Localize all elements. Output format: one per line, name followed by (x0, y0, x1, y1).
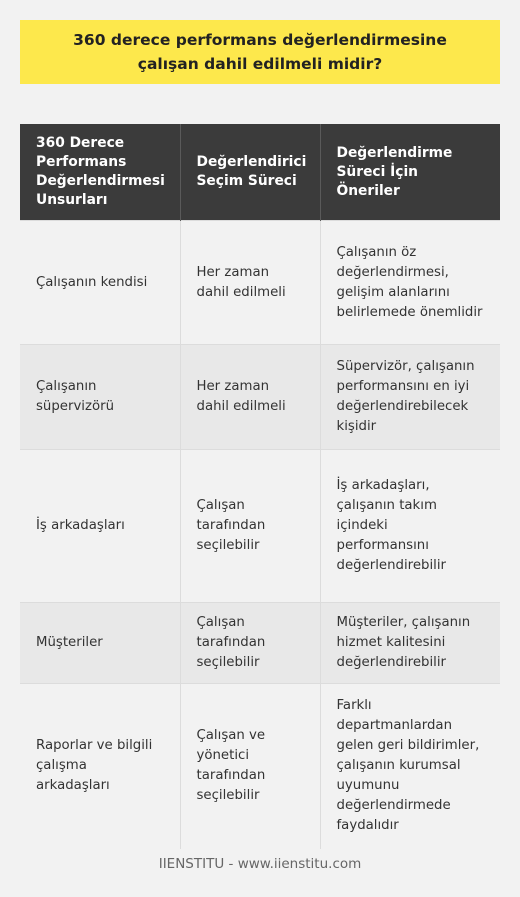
table-cell-recommendation: Müşteriler, çalışanın hizmet kalitesini değerlendirebilir (320, 603, 500, 684)
table-row (20, 345, 500, 450)
column-header-elements: 360 Derece Performans Değerlendirmesi Unsurları (20, 124, 180, 221)
table-cell-element: Raporlar ve bilgili çalışma arkadaşları (20, 684, 180, 849)
table-cell-selection: Çalışan tarafından seçilebilir (180, 603, 320, 684)
table-cell-element: İş arkadaşları (20, 450, 180, 603)
table-cell-recommendation: Süpervizör, çalışanın performansını en iyi değerlendirebilecek kişidir (320, 345, 500, 450)
column-header-selection: Değerlendirici Seçim Süreci (180, 124, 320, 221)
table-header-row (20, 124, 500, 221)
table-row (20, 221, 500, 345)
table-cell-recommendation: Farklı departmanlardan gelen geri bildirimler, çalışanın kurumsal uyumunu değerlendirmede faydalıdır (320, 684, 500, 849)
table-cell-recommendation: Çalışanın öz değerlendirmesi, gelişim alanlarını belirlemede önemlidir (320, 221, 500, 345)
table-cell-recommendation: İş arkadaşları, çalışanın takım içindeki performansını değerlendirebilir (320, 450, 500, 603)
table-cell-element: Çalışanın süpervizörü (20, 345, 180, 450)
table-row (20, 684, 500, 849)
comparison-table (20, 124, 500, 849)
table-row (20, 603, 500, 684)
table-cell-element: Çalışanın kendisi (20, 221, 180, 345)
table-row (20, 450, 500, 603)
table-cell-element: Müşteriler (20, 603, 180, 684)
table-cell-selection: Her zaman dahil edilmeli (180, 345, 320, 450)
page-title: 360 derece performans değerlendirmesine çalışan dahil edilmeli midir? (20, 20, 500, 84)
column-header-recommendations: Değerlendirme Süreci İçin Öneriler (320, 124, 500, 221)
table-cell-selection: Çalışan ve yönetici tarafından seçilebilir (180, 684, 320, 849)
footer-credit: IIENSTITU - www.iienstitu.com (158, 856, 362, 872)
table-cell-selection: Her zaman dahil edilmeli (180, 221, 320, 345)
table-cell-selection: Çalışan tarafından seçilebilir (180, 450, 320, 603)
